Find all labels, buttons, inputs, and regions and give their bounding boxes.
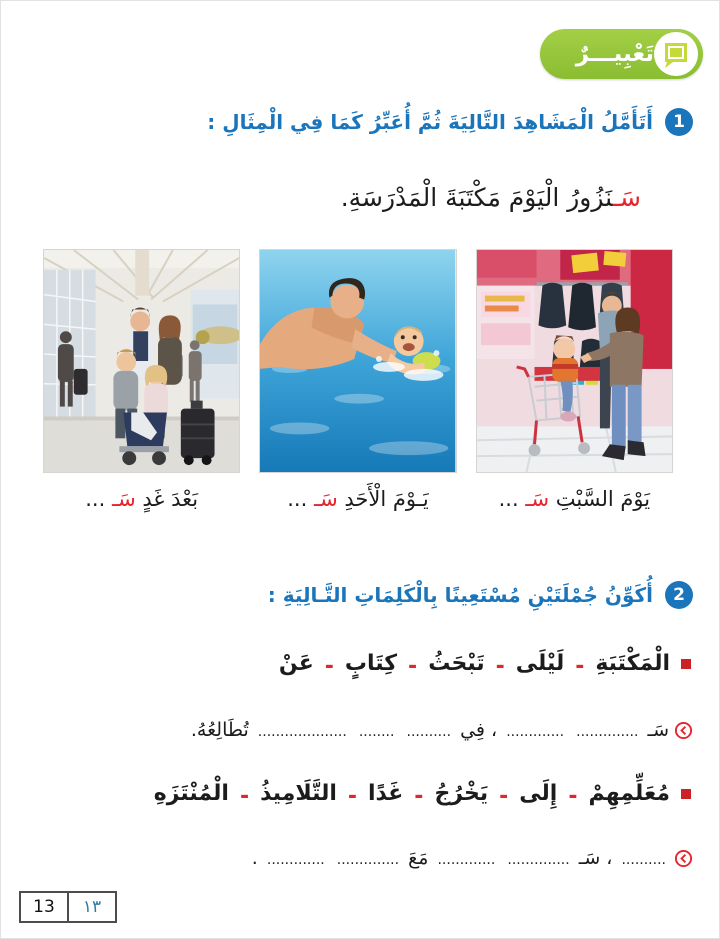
word-bank-item: غَدًا	[368, 781, 404, 806]
answer-text: ،	[606, 847, 613, 869]
caption-saturday	[476, 487, 673, 511]
page-number-latin: 13	[21, 893, 69, 921]
word-bank-words	[153, 781, 670, 809]
caption-phrase: بَعْدَ غَدٍ	[142, 487, 199, 511]
caption-after-tomorrow	[43, 487, 240, 511]
word-bank-item: مُعَلِّمِهِمْ	[588, 781, 670, 806]
speech-bubble-icon	[654, 32, 698, 76]
word-bank-item: تَبْحَثُ	[428, 651, 485, 676]
word-separator-dash: -	[347, 784, 358, 809]
exercise1-instruction-row	[207, 108, 693, 136]
answer-text: مَعَ	[408, 847, 429, 869]
caption-row	[43, 487, 673, 511]
exercise2-instruction-row	[268, 581, 693, 609]
dotted-blank: ..............	[507, 852, 570, 868]
answer-line-1	[23, 719, 693, 741]
future-prefix: سَـ	[612, 183, 641, 212]
badge-label: تَعْبِيـــرٌ	[575, 40, 654, 67]
word-bank-item: عَنْ	[278, 651, 314, 676]
dotted-blank: .............	[506, 724, 565, 740]
answer-bullet-icon	[674, 849, 693, 868]
caption-phrase: يَوْمَ السَّبْتِ	[555, 487, 651, 511]
word-bank-words	[278, 651, 670, 679]
word-bank-item: الْمَكْتَبَةِ	[595, 651, 670, 676]
future-prefix: سَـ	[313, 487, 338, 511]
airport-family-photo	[43, 249, 240, 473]
word-separator-dash: -	[568, 784, 578, 809]
lesson-type-badge	[540, 29, 703, 79]
word-bank-item: الْمُنْتَزَهِ	[153, 781, 229, 806]
example-sentence-text: نَزُورُ الْيَوْمَ مَكْتَبَةَ الْمَدْرَسَةِ.	[340, 183, 613, 212]
dotted-blank: .............	[437, 852, 496, 868]
answer-text: ،	[491, 719, 498, 741]
word-separator-dash: -	[499, 784, 509, 809]
red-square-bullet	[681, 659, 691, 669]
word-separator-dash: -	[239, 784, 250, 809]
dotted-blank: ..........	[406, 724, 452, 740]
red-square-bullet	[681, 789, 691, 799]
page-number-arabic: ١٣	[82, 896, 102, 917]
word-bank-item: إِلَى	[519, 781, 558, 806]
caption-phrase: يَـوْمَ الْأَحَدِ	[344, 487, 429, 511]
answer-bullet-icon	[674, 721, 693, 740]
dotted-blank: ..............	[576, 724, 639, 740]
word-bank-item: التَّلَامِيذُ	[260, 781, 337, 806]
answer-text: سَـ	[578, 847, 601, 869]
exercise2-number-badge: 2	[665, 581, 693, 609]
caption-ellipsis: ...	[498, 487, 519, 511]
word-separator-dash: -	[575, 654, 585, 679]
exercise2-instruction-text: أُكَوِّنُ جُمْلَتَيْنِ مُسْتَعِينًا بِالْكَلِمَاتِ التَّـالِيَةِ :	[267, 583, 653, 607]
dotted-blank: ....................	[257, 724, 347, 740]
word-bank-item: لَيْلَى	[515, 651, 565, 676]
shopping-cart-photo	[476, 249, 673, 473]
page-number-box	[19, 891, 117, 923]
answer-segments	[252, 847, 669, 869]
dotted-blank: ........	[358, 724, 395, 740]
answer-text: تُطَالِعُهُ.	[190, 719, 249, 741]
caption-sunday	[259, 487, 456, 511]
swimming-lesson-photo	[259, 249, 456, 473]
answer-segments	[191, 719, 669, 741]
dotted-blank: .............	[266, 852, 325, 868]
caption-ellipsis: ...	[85, 487, 106, 511]
photo-row	[43, 249, 673, 473]
word-separator-dash: -	[414, 784, 424, 809]
answer-text: .	[251, 847, 258, 869]
future-prefix: سَـ	[525, 487, 550, 511]
exercise1-number-badge: 1	[665, 108, 693, 136]
word-bank-1	[278, 651, 691, 679]
dotted-blank: ..........	[621, 852, 666, 868]
exercise1-instruction-text: أَتَأَمَّلُ الْمَشَاهِدَ التَّالِيَةَ ثُمَّ أُعَبِّرُ كَمَا فِي الْمِثَالِ :	[207, 110, 653, 134]
future-prefix: سَـ	[111, 487, 136, 511]
example-sentence	[341, 183, 641, 212]
caption-ellipsis: ...	[287, 487, 308, 511]
answer-text: سَـ	[647, 719, 669, 741]
word-separator-dash: -	[324, 654, 334, 679]
word-separator-dash: -	[408, 654, 418, 679]
word-bank-item: يَخْرُجُ	[434, 781, 489, 806]
word-bank-2	[153, 781, 691, 809]
word-bank-item: كِتَابٍ	[344, 651, 398, 676]
dotted-blank: ..............	[336, 852, 400, 868]
answer-line-2	[23, 847, 693, 869]
answer-text: فِي	[460, 719, 485, 741]
word-separator-dash: -	[495, 654, 505, 679]
